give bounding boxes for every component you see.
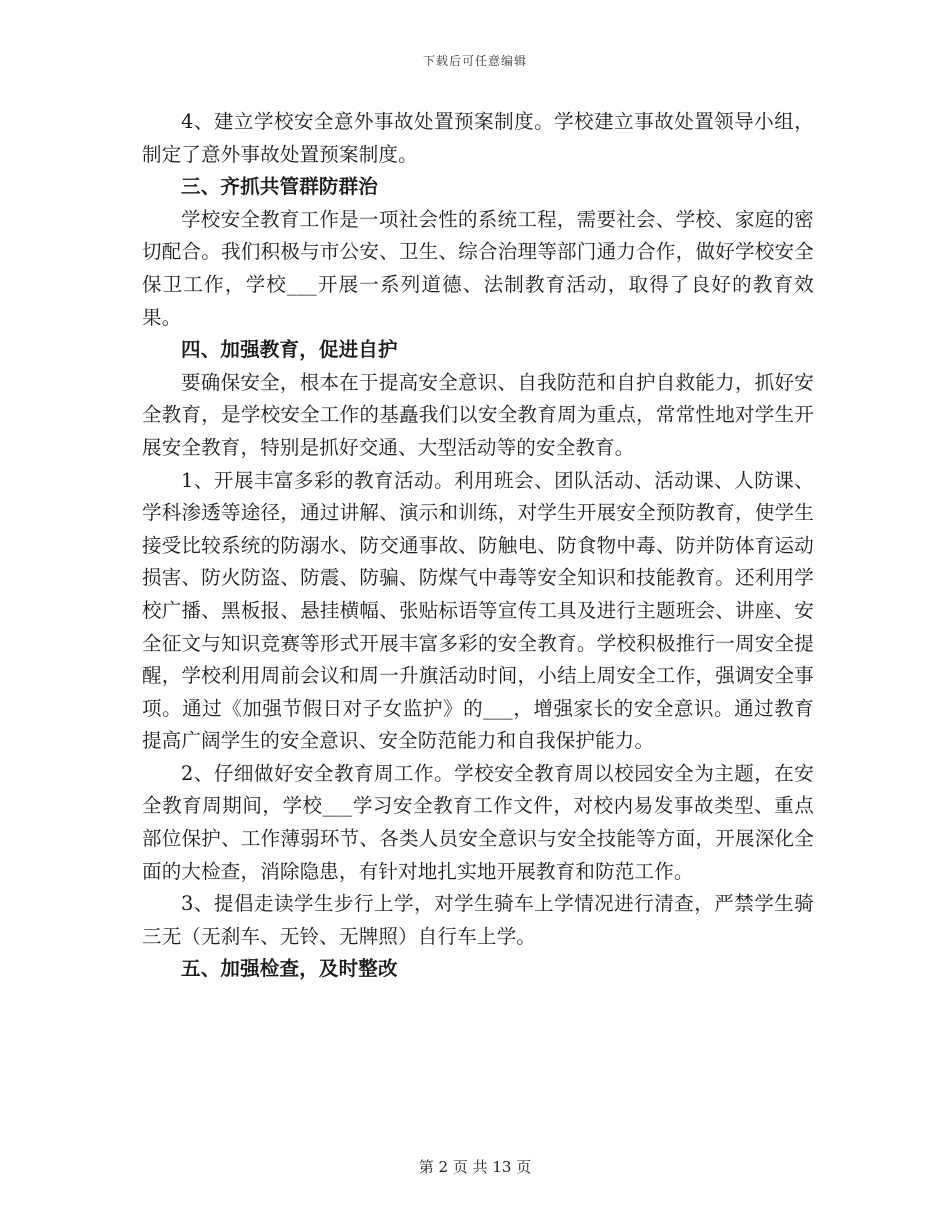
page-header: 下载后可任意编辑: [422, 54, 527, 68]
section-heading: 五、加强检查，及时整改: [181, 957, 398, 981]
page-footer: 第 2 页 共 13 页: [418, 1158, 532, 1176]
paragraph: 3、提倡走读学生步行上学，对学生骑车上学情况进行清查，严禁学生骑三无（无刹车、无铃、无牌照）自行车上学。: [142, 892, 814, 948]
paragraph: 学校安全教育工作是一项社会性的系统工程，需要社会、学校、家庭的密切配合。我们积极与市公安、卫生、综合治理等部门通力合作，做好学校安全保卫工作，学校___开展一系列道德、法制教育活动，取得了良好的教育效果。: [142, 207, 814, 329]
section-heading: 四、加强教育，促进自护: [181, 338, 398, 362]
paragraph: 2、仔细做好安全教育周工作。学校安全教育周以校园安全为主题，在安全教育周期间，学校___学习安全教育工作文件，对校内易发事故类型、重点部位保护、工作薄弱环节、各类人员安全意识与安全技能等方面，开展深化全面的大检查，消除隐患，有针对地扎实地开展教育和防范工作。: [142, 761, 814, 883]
paragraph: 1、开展丰富多彩的教育活动。利用班会、团队活动、活动课、人防课、学科渗透等途径，通过讲解、演示和训练，对学生开展安全预防教育，使学生接受比较系统的防溺水、防交通事故、防触电、防食物中毒、防并防体育运动损害、防火防盗、防震、防骗、防煤气中毒等安全知识和技能教育。还利用学校广播、黑板报、悬挂横幅、张贴标语等宣传工具及进行主题班会、讲座、安全征文与知识竞赛等形式开展丰富多彩的安全教育。学校积极推行一周安全提醒，学校利用周前会议和周一升旗活动时间，小结上周安全工作，强调安全事项。通过《加强节假日对子女监护》的___，增强家长的安全意识。通过教育提高广阔学生的安全意识、安全防范能力和自我保护能力。: [142, 468, 814, 753]
paragraph: 4、建立学校安全意外事故处置预案制度。学校建立事故处置领导小组，制定了意外事故处置预案制度。: [142, 110, 814, 166]
document-body: [142, 106, 814, 986]
section-heading: 三、齐抓共管群防群治: [181, 175, 379, 199]
paragraph: 要确保安全，根本在于提高安全意识、自我防范和自护自救能力，抓好安全教育，是学校安全工作的基矗我们以安全教育周为重点，常常性地对学生开展安全教育，特别是抓好交通、大型活动等的安全教育。: [142, 370, 814, 459]
